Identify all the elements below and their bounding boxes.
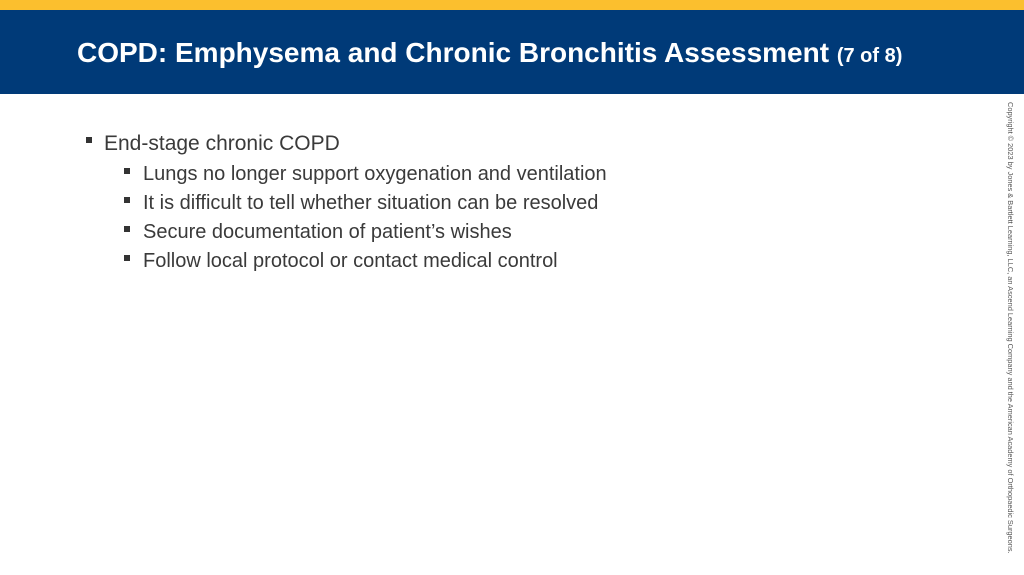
slide-title-text: COPD: Emphysema and Chronic Bronchitis Assessment (77, 37, 830, 68)
sub-bullet-item (86, 247, 966, 276)
sub-bullet-item (86, 189, 966, 218)
copyright-notice: Copyright © 2023 by Jones & Bartlett Learning, LLC, an Ascend Learning Company and the American Academy of Orthopaedic Surgeons. (1006, 102, 1015, 554)
square-bullet-icon (124, 197, 130, 203)
square-bullet-icon (86, 137, 92, 143)
sub-bullet-text: Secure documentation of patient’s wishes (143, 221, 512, 243)
sub-bullet-text: Lungs no longer support oxygenation and ventilation (143, 163, 607, 185)
sub-bullet-item (86, 218, 966, 247)
sub-bullet-text: Follow local protocol or contact medical control (143, 250, 558, 272)
slide-title (77, 36, 902, 73)
bullet-list (86, 128, 966, 276)
sub-bullet-text: It is difficult to tell whether situation can be resolved (143, 192, 599, 214)
bullet-item-main (86, 128, 966, 160)
square-bullet-icon (124, 255, 130, 261)
accent-stripe (0, 0, 1024, 10)
sub-bullet-item (86, 160, 966, 189)
bullet-text: End-stage chronic COPD (104, 132, 340, 155)
slide-subtitle: (7 of 8) (836, 45, 903, 67)
square-bullet-icon (124, 226, 130, 232)
square-bullet-icon (124, 168, 130, 174)
